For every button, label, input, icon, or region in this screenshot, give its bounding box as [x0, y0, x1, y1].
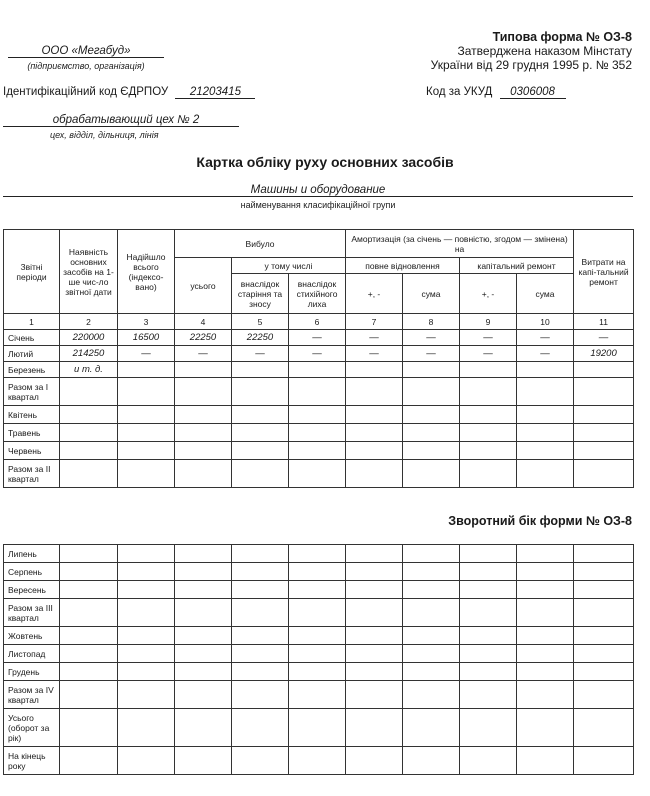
- table-cell: [289, 406, 346, 424]
- table-cell: —: [403, 330, 460, 346]
- header-amortization: Амортизація (за січень — повністю, згодом — змінена) на: [346, 230, 574, 258]
- edrpou-value: 21203415: [175, 86, 255, 99]
- table-cell: [346, 747, 403, 775]
- table-cell: [517, 645, 574, 663]
- table-cell: [403, 406, 460, 424]
- table-cell: [517, 406, 574, 424]
- table-row: [4, 330, 634, 346]
- table-cell: [232, 424, 289, 442]
- table-cell: [232, 545, 289, 563]
- table-cell: [346, 709, 403, 747]
- table-cell: [232, 406, 289, 424]
- table-cell: [118, 563, 175, 581]
- period-label: Усього (оборот за рік): [4, 709, 60, 747]
- table-cell: [289, 442, 346, 460]
- table-cell: [346, 424, 403, 442]
- table-cell: [517, 681, 574, 709]
- table-cell: [574, 460, 634, 488]
- table-cell: [346, 627, 403, 645]
- col-number: 4: [175, 314, 232, 330]
- period-label: Разом за III квартал: [4, 599, 60, 627]
- header-including: у тому числі: [232, 258, 346, 274]
- col-number: 5: [232, 314, 289, 330]
- col-number: 1: [4, 314, 60, 330]
- header-received: Надійшло всього (індексо-вано): [118, 230, 175, 314]
- table-cell: [403, 424, 460, 442]
- table-cell: [60, 406, 118, 424]
- table-cell: [118, 424, 175, 442]
- table-cell: [403, 442, 460, 460]
- table-cell: [289, 709, 346, 747]
- header-repair-costs: Витрати на капі-тальний ремонт: [574, 230, 634, 314]
- table-cell: [574, 362, 634, 378]
- ukud-value: 0306008: [500, 86, 566, 99]
- table-cell: [60, 545, 118, 563]
- header-plus-minus: +, -: [346, 274, 403, 314]
- table-cell: [460, 378, 517, 406]
- period-label: Грудень: [4, 663, 60, 681]
- period-label: Разом за I квартал: [4, 378, 60, 406]
- ukud-row: [426, 86, 566, 99]
- period-label: На кінець року: [4, 747, 60, 775]
- table-cell: [574, 378, 634, 406]
- period-label: Березень: [4, 362, 60, 378]
- table-cell: [60, 599, 118, 627]
- col-number: 11: [574, 314, 634, 330]
- table-cell: [118, 406, 175, 424]
- table-cell: [346, 599, 403, 627]
- table-cell: [574, 645, 634, 663]
- table-cell: [60, 681, 118, 709]
- table-cell: [175, 681, 232, 709]
- group-caption: найменування класифікаційної групи: [240, 200, 396, 210]
- table-cell: [232, 362, 289, 378]
- table-cell: [60, 378, 118, 406]
- table-cell: [232, 460, 289, 488]
- table-cell: [232, 442, 289, 460]
- table-cell: [574, 545, 634, 563]
- enterprise-caption: (підприємство, організація): [27, 61, 145, 71]
- back-table: [3, 544, 634, 775]
- table-row: [4, 581, 634, 599]
- col-number: 8: [403, 314, 460, 330]
- table-cell: [460, 563, 517, 581]
- table-cell: [289, 362, 346, 378]
- table-cell: 22250: [175, 330, 232, 346]
- table-cell: [60, 627, 118, 645]
- table-cell: [175, 545, 232, 563]
- table-cell: [232, 645, 289, 663]
- table-cell: [232, 709, 289, 747]
- approval-line-2: України від 29 грудня 1995 р. № 352: [430, 58, 632, 72]
- table-cell: [175, 645, 232, 663]
- table-row: [4, 663, 634, 681]
- approval-line-1: Затверджена наказом Мінстату: [457, 44, 632, 58]
- table-cell: 22250: [232, 330, 289, 346]
- table-cell: [232, 747, 289, 775]
- table-cell: [289, 460, 346, 488]
- table-cell: [460, 599, 517, 627]
- table-cell: [232, 681, 289, 709]
- period-label: Лютий: [4, 346, 60, 362]
- table-cell: [232, 563, 289, 581]
- header-plus-minus: +, -: [460, 274, 517, 314]
- table-cell: [60, 563, 118, 581]
- table-cell: [289, 424, 346, 442]
- table-cell: 16500: [118, 330, 175, 346]
- table-cell: —: [403, 346, 460, 362]
- table-cell: [517, 709, 574, 747]
- table-row: [4, 681, 634, 709]
- table-cell: [175, 709, 232, 747]
- period-label: Вересень: [4, 581, 60, 599]
- table-cell: [460, 581, 517, 599]
- table-cell: 220000: [60, 330, 118, 346]
- table-cell: [118, 442, 175, 460]
- table-cell: [403, 563, 460, 581]
- period-label: Травень: [4, 424, 60, 442]
- column-numbers-row: [4, 314, 634, 330]
- table-cell: [118, 747, 175, 775]
- table-cell: 19200: [574, 346, 634, 362]
- table-cell: —: [460, 330, 517, 346]
- table-cell: [574, 406, 634, 424]
- table-cell: [118, 681, 175, 709]
- table-cell: [175, 442, 232, 460]
- table-cell: [346, 460, 403, 488]
- card-title: Картка обліку руху основних засобів: [196, 154, 454, 170]
- header-disaster: внаслідок стихійного лиха: [289, 274, 346, 314]
- table-cell: [403, 645, 460, 663]
- table-cell: [118, 545, 175, 563]
- col-number: 2: [60, 314, 118, 330]
- table-cell: [460, 424, 517, 442]
- table-cell: [517, 581, 574, 599]
- table-cell: [460, 709, 517, 747]
- table-cell: [60, 747, 118, 775]
- table-cell: [346, 362, 403, 378]
- table-cell: [403, 378, 460, 406]
- table-cell: —: [517, 330, 574, 346]
- header-sum: сума: [403, 274, 460, 314]
- table-cell: [289, 627, 346, 645]
- table-cell: —: [289, 346, 346, 362]
- table-row: [4, 599, 634, 627]
- table-cell: [460, 406, 517, 424]
- table-cell: [175, 424, 232, 442]
- table-cell: [60, 442, 118, 460]
- table-cell: [403, 627, 460, 645]
- table-cell: [175, 599, 232, 627]
- period-label: Листопад: [4, 645, 60, 663]
- table-cell: [517, 599, 574, 627]
- table-cell: [403, 599, 460, 627]
- table-cell: —: [346, 330, 403, 346]
- header-sum: сума: [517, 274, 574, 314]
- table-cell: [346, 581, 403, 599]
- table-row: [4, 545, 634, 563]
- table-cell: [574, 442, 634, 460]
- table-cell: [574, 563, 634, 581]
- table-cell: [460, 442, 517, 460]
- table-cell: [60, 645, 118, 663]
- period-label: Липень: [4, 545, 60, 563]
- table-cell: [118, 709, 175, 747]
- table-cell: [118, 663, 175, 681]
- table-cell: [60, 709, 118, 747]
- table-cell: [118, 378, 175, 406]
- table-cell: [403, 709, 460, 747]
- table-cell: [289, 563, 346, 581]
- table-cell: —: [460, 346, 517, 362]
- table-cell: [60, 663, 118, 681]
- table-row: [4, 709, 634, 747]
- period-label: Серпень: [4, 563, 60, 581]
- table-cell: [118, 460, 175, 488]
- table-cell: [289, 378, 346, 406]
- table-cell: [175, 362, 232, 378]
- header-full-restore: повне відновлення: [346, 258, 460, 274]
- header-disposed-total: усього: [175, 258, 232, 314]
- table-cell: [175, 406, 232, 424]
- ukud-label: Код за УКУД: [426, 86, 493, 98]
- table-cell: [118, 581, 175, 599]
- table-cell: [574, 709, 634, 747]
- header-capital-repair: капітальний ремонт: [460, 258, 574, 274]
- table-cell: [60, 424, 118, 442]
- edrpou-row: [3, 86, 255, 99]
- table-cell: [346, 442, 403, 460]
- table-cell: [574, 599, 634, 627]
- form-number: Типова форма № ОЗ-8: [492, 30, 632, 44]
- table-cell: [460, 627, 517, 645]
- table-cell: [175, 663, 232, 681]
- group-value: Машины и оборудование: [3, 184, 633, 197]
- table-cell: [346, 681, 403, 709]
- col-number: 10: [517, 314, 574, 330]
- table-cell: [232, 378, 289, 406]
- department-caption: цех, відділ, дільниця, лінія: [50, 130, 159, 140]
- table-cell: [289, 747, 346, 775]
- table-cell: [60, 581, 118, 599]
- table-cell: [574, 581, 634, 599]
- table-cell: [118, 599, 175, 627]
- table-row: [4, 563, 634, 581]
- table-cell: [289, 581, 346, 599]
- period-label: Січень: [4, 330, 60, 346]
- back-side-title: Зворотний бік форми № ОЗ-8: [448, 514, 632, 528]
- table-row: [4, 645, 634, 663]
- header-wear: внаслідок старіння та зносу: [232, 274, 289, 314]
- period-label: Жовтень: [4, 627, 60, 645]
- table-cell: [346, 545, 403, 563]
- table-cell: [460, 545, 517, 563]
- table-row: [4, 406, 634, 424]
- table-cell: [460, 362, 517, 378]
- period-label: Разом за IV квартал: [4, 681, 60, 709]
- table-cell: [403, 747, 460, 775]
- table-cell: —: [346, 346, 403, 362]
- table-cell: [175, 460, 232, 488]
- table-cell: [232, 627, 289, 645]
- table-cell: [517, 747, 574, 775]
- table-cell: [460, 663, 517, 681]
- edrpou-label: Ідентифікаційний код ЄДРПОУ: [3, 86, 169, 98]
- period-label: Разом за II квартал: [4, 460, 60, 488]
- table-row: [4, 747, 634, 775]
- form-header: [431, 30, 632, 72]
- table-cell: [403, 362, 460, 378]
- table-cell: [574, 663, 634, 681]
- table-cell: [175, 378, 232, 406]
- table-cell: —: [118, 346, 175, 362]
- table-cell: —: [175, 346, 232, 362]
- table-row: [4, 378, 634, 406]
- table-cell: [517, 424, 574, 442]
- table-cell: [460, 747, 517, 775]
- table-cell: [574, 424, 634, 442]
- table-row: [4, 442, 634, 460]
- period-label: Квітень: [4, 406, 60, 424]
- table-cell: —: [232, 346, 289, 362]
- table-cell: [403, 545, 460, 563]
- table-cell: [289, 599, 346, 627]
- table-cell: [118, 627, 175, 645]
- table-cell: [403, 663, 460, 681]
- table-row: [4, 362, 634, 378]
- table-cell: [574, 681, 634, 709]
- table-cell: [346, 378, 403, 406]
- table-cell: [118, 645, 175, 663]
- table-cell: [403, 460, 460, 488]
- table-cell: [346, 563, 403, 581]
- header-disposed: Вибуло: [175, 230, 346, 258]
- table-row: [4, 460, 634, 488]
- table-cell: [289, 545, 346, 563]
- table-row: [4, 424, 634, 442]
- table-cell: [289, 645, 346, 663]
- table-cell: [403, 681, 460, 709]
- table-row: [4, 627, 634, 645]
- table-cell: [517, 378, 574, 406]
- period-label: Червень: [4, 442, 60, 460]
- table-cell: [574, 747, 634, 775]
- table-cell: [574, 627, 634, 645]
- table-cell: [403, 581, 460, 599]
- table-cell: —: [517, 346, 574, 362]
- table-cell: [517, 460, 574, 488]
- table-cell: и т. д.: [60, 362, 118, 378]
- table-cell: [232, 663, 289, 681]
- col-number: 3: [118, 314, 175, 330]
- table-cell: [460, 681, 517, 709]
- col-number: 9: [460, 314, 517, 330]
- table-cell: [460, 460, 517, 488]
- front-table: [3, 229, 634, 488]
- table-cell: [517, 362, 574, 378]
- table-cell: [232, 599, 289, 627]
- col-number: 6: [289, 314, 346, 330]
- col-number: 7: [346, 314, 403, 330]
- table-cell: 214250: [60, 346, 118, 362]
- table-cell: [346, 645, 403, 663]
- table-cell: [289, 681, 346, 709]
- header-periods: Звітні періоди: [4, 230, 60, 314]
- enterprise-value: ООО «Мегабуд»: [8, 45, 164, 58]
- table-cell: [346, 406, 403, 424]
- table-cell: [175, 747, 232, 775]
- table-row: [4, 346, 634, 362]
- table-cell: [517, 545, 574, 563]
- table-cell: [118, 362, 175, 378]
- table-cell: —: [574, 330, 634, 346]
- table-cell: [517, 442, 574, 460]
- table-cell: [346, 663, 403, 681]
- table-cell: [232, 581, 289, 599]
- table-cell: [289, 663, 346, 681]
- table-cell: [460, 645, 517, 663]
- table-cell: [175, 563, 232, 581]
- table-cell: [517, 663, 574, 681]
- table-cell: [175, 581, 232, 599]
- table-cell: [517, 627, 574, 645]
- header-availability: Наявність основних засобів на 1-ше чис-ло звітної дати: [60, 230, 118, 314]
- table-cell: [517, 563, 574, 581]
- table-cell: —: [289, 330, 346, 346]
- department-value: [3, 114, 239, 127]
- table-cell: [60, 460, 118, 488]
- table-cell: [175, 627, 232, 645]
- department-text: обрабатывающий цех № 2: [52, 114, 200, 126]
